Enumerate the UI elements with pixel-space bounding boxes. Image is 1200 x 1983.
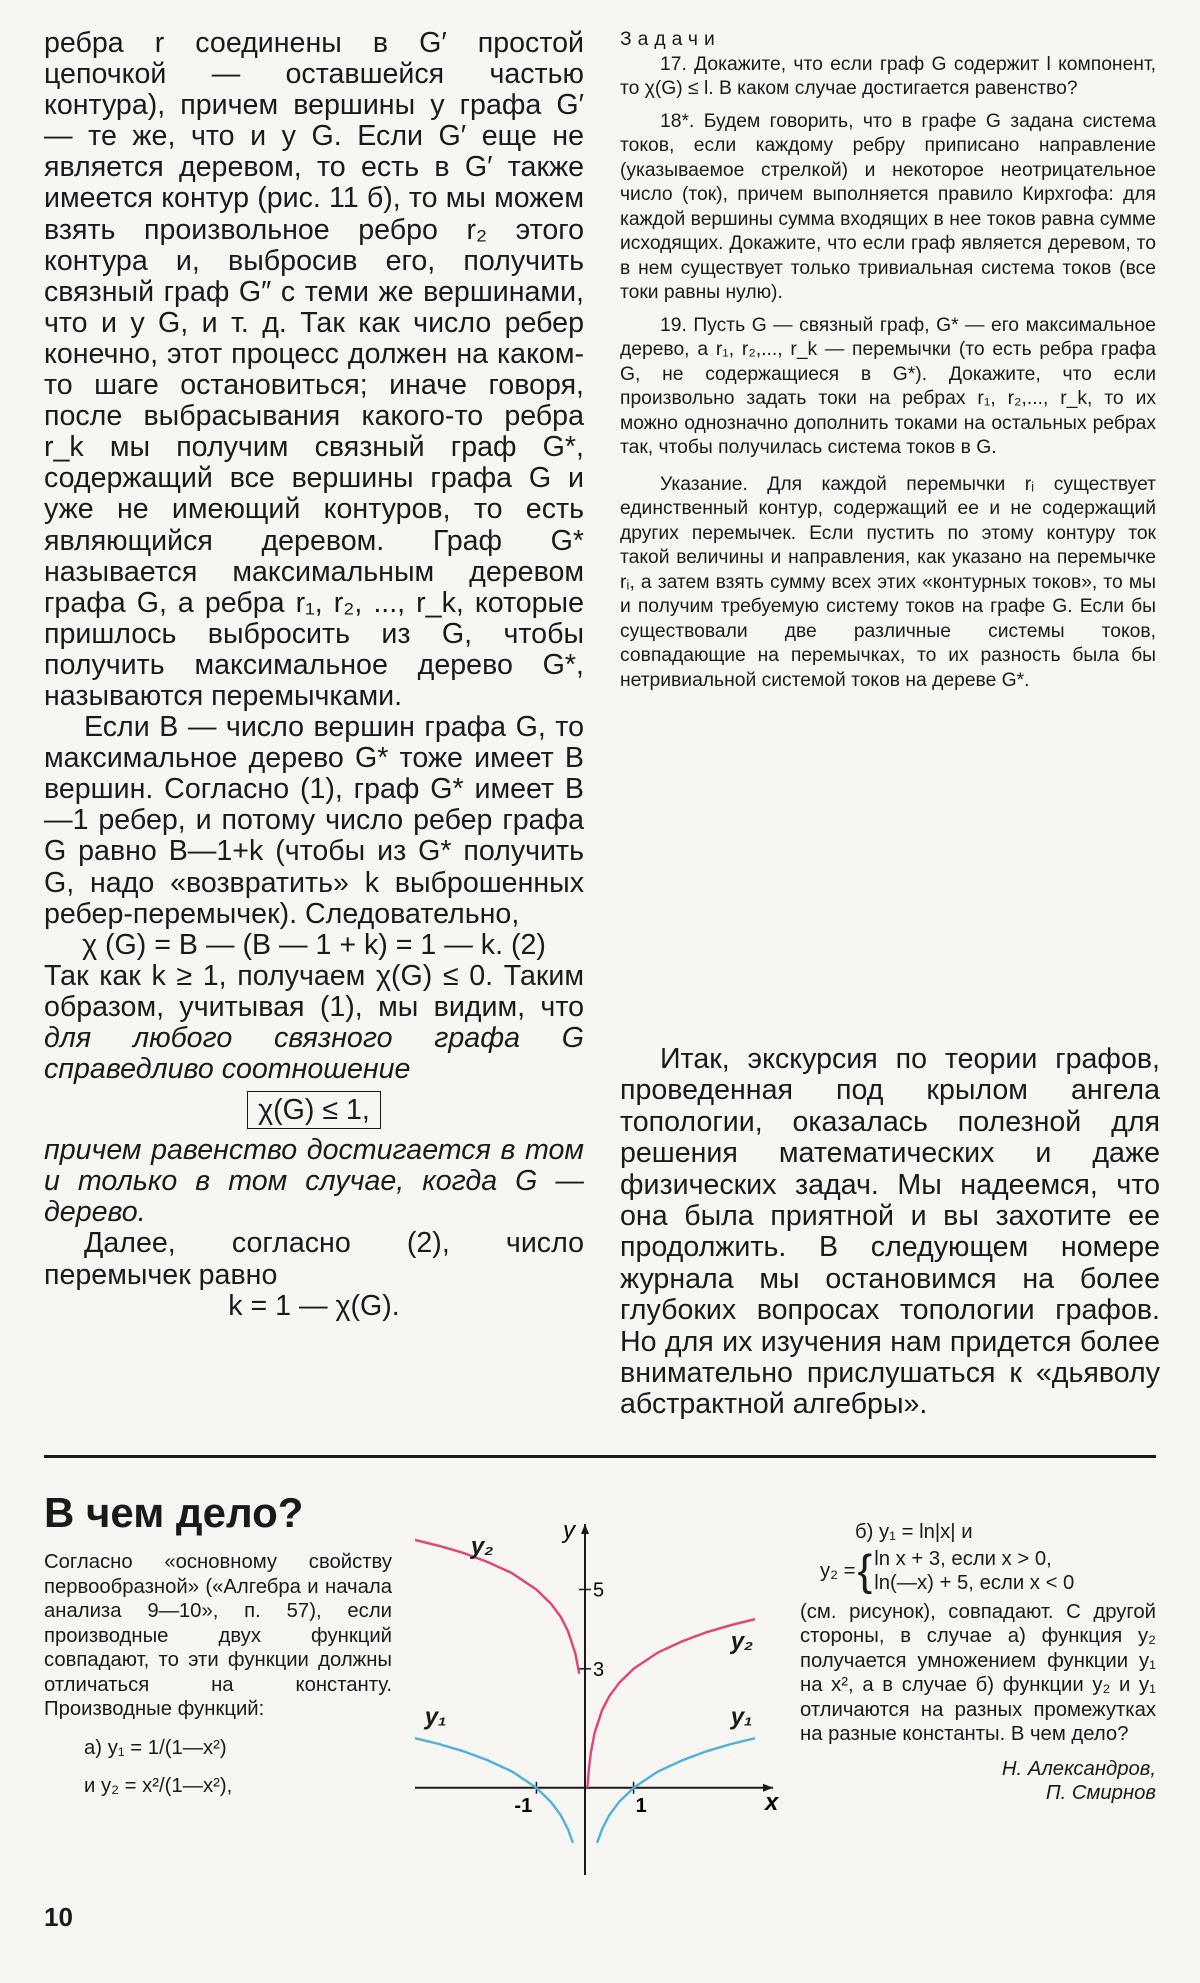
- equation-k: k = 1 — χ(G).: [228, 1289, 400, 1322]
- formula-a: [44, 1736, 392, 1761]
- x-axis-label: x: [765, 1788, 779, 1816]
- y-axis-arrow: [581, 1524, 589, 1534]
- x-tick-label: -1: [514, 1794, 533, 1817]
- formula-a-prefix: а): [84, 1736, 103, 1759]
- series-line-y2-left: [415, 1540, 579, 1674]
- outro-paragraph: [620, 1044, 1160, 1421]
- function-graph: [405, 1510, 785, 1895]
- y-tick-label: 5: [593, 1579, 605, 1602]
- problems-heading: Задачи: [620, 29, 721, 50]
- formula-b-piecewise: [820, 1547, 1156, 1596]
- problem-19: 19. Пусть G — связный граф, G* — его максимальное дерево, а r₁, r₂,..., r_k — перемычки (то есть ребра графа G, не содержащиеся в G*). Докажите, что если произвольно задать токи на ребрах r₁, r₂,..., r_k, то их можно однозначно дополнить токами на остальных ребрах так, чтобы получилась система токов в G.: [620, 314, 1156, 458]
- case-negative: ln(—x) + 5, если x < 0: [874, 1572, 1075, 1594]
- paragraph-bridges: Далее, согласно (2), число перемычек равно: [44, 1227, 584, 1291]
- puzzle-conclusion: (см. рисунок), совпадают. С другой стороны, в случае а) функция y₂ получается умножением функции y₁ на x², а в случае б) функции y₂ и y₁ отличаются на разных промежутках на разные константы. В чем дело?: [800, 1600, 1156, 1745]
- formula-a2-y2: y₂ = x²/(1—x²),: [100, 1775, 233, 1797]
- equation-2: χ (G) = B — (B — 1 + k) = 1 — k. (2): [82, 928, 546, 961]
- problems-column: [620, 28, 1156, 693]
- paragraph-max-tree: ребра r соединены в G′ простой цепочкой — оставшейся частью контура), причем вершины у графа G′ — те же, что и у G. Если G′ еще не является деревом, то есть в G′ также имеется контур (рис. 11 б), то мы можем взять произвольное ребро r₂ этого контура и, выбросив его, получить связный граф G″ с теми же вершинами, что и у G, и т. д. Так как число ребер конечно, этот процесс должен на каком-то шаге остановиться; иначе говоря, после выбрасывания какого-то ребра r_k мы получим связный граф G*, содержащий все вершины графа G и уже не имеющий контуров, то есть являющийся деревом. Граф G* называется максимальным деревом графа G, а ребра r₁, r₂, ..., r_k, которые пришлось выбросить из G, чтобы получить максимальное дерево G*, называются перемычками.: [44, 27, 584, 712]
- series-line-y1-right: [597, 1738, 755, 1843]
- piecewise-cases: [874, 1547, 1074, 1596]
- left-column: [44, 28, 584, 1322]
- series-label-y1-left: y₁: [424, 1703, 447, 1731]
- problem-18: 18*. Будем говорить, что в графе G задана система токов, если каждому ребру приписано направление (указываемое стрелкой) и некоторое неотрицательное число (ток), причем выполняется правило Кирхгофа: для каждой вершины сумма входящих в нее токов равна сумме исходящих. Докажите, что если граф является деревом, то в нем существует только тривиальная система токов (все токи равны нулю).: [620, 110, 1156, 303]
- outro-text: Итак, экскурсия по теории графов, проведенная под крылом ангела топологии, оказалась полезной для решения математических и даже физических задач. Мы надеемся, что она была приятной и вы захотите ее продолжить. В следующем номере журнала мы остановимся на более глубоких вопросах топологии графов. Но для их изучения нам придется более внимательно прислушаться к «дьяволу абстрактной алгебры».: [620, 1043, 1160, 1421]
- author-2: П. Смирнов: [1045, 1782, 1156, 1804]
- problem-hint: Указание. Для каждой перемычки rᵢ существует единственный контур, содержащий ее и не содержащий других перемычек. Если пустить по этому контуру ток такой величины и направления, как указано на перемычке rᵢ, а затем взять сумму всех этих «контурных токов», то мы и получим требуемую систему токов на графе G. Если бы существовали две различные системы токов, совпадающие на перемычках, то их разность была бы нетривиальной системой токов на дереве G*.: [620, 473, 1156, 691]
- boxed-formula-row: [44, 1091, 584, 1129]
- formula-b: б) y₁ = ln|x| и: [855, 1521, 973, 1543]
- case-positive: ln x + 3, если x > 0,: [874, 1547, 1052, 1570]
- boxed-formula: χ(G) ≤ 1,: [247, 1091, 381, 1129]
- paragraph-inequality: [44, 961, 584, 1085]
- section-divider: [44, 1455, 1156, 1458]
- puzzle-right-text: [800, 1520, 1156, 1806]
- formula-b-y2: y₂ =: [820, 1559, 856, 1582]
- puzzle-title: В чем дело?: [44, 1489, 304, 1536]
- page-number: 10: [44, 1902, 73, 1932]
- inequality-italic: для любого связного графа G справедливо соотношение: [44, 1022, 584, 1086]
- y-tick-label: 3: [593, 1658, 605, 1681]
- series-label-y2-right: y₂: [730, 1627, 754, 1655]
- formula-a2: [44, 1774, 392, 1799]
- series-line-y1-left: [415, 1738, 573, 1843]
- equality-italic: причем равенство достигается в том и только в том случае, когда G — дерево.: [44, 1134, 584, 1229]
- puzzle-left-text: [44, 1550, 392, 1799]
- formula-a-y1: y₁ = 1/(1—x²): [107, 1736, 227, 1759]
- paragraph-vertices: Если B — число вершин графа G, то максимальное дерево G* тоже имеет B вершин. Согласно (1), граф G* имеет B—1 ребер, и потому число ребер графа G равно B—1+k (чтобы из G* получить G, надо «возвратить» k выброшенных ребер-перемычек). Следовательно,: [44, 711, 584, 930]
- paragraph-equality: [44, 1135, 584, 1228]
- series-label-y2-left: y₂: [470, 1532, 494, 1560]
- formula-a2-prefix: и: [84, 1775, 96, 1797]
- x-tick-label: 1: [635, 1794, 647, 1817]
- puzzle-intro: Согласно «основному свойству первообразной» («Алгебра и начала анализа 9—10», п. 57), если производные двух функций совпадают, то эти функции должны отличаться на константу. Производные функций:: [44, 1551, 392, 1720]
- problem-17: 17. Докажите, что если граф G содержит l компонент, то χ(G) ≤ l. В каком случае достигается равенство?: [620, 53, 1156, 99]
- brace: {: [857, 1546, 873, 1595]
- author-1: Н. Александров,: [1001, 1757, 1156, 1780]
- inequality-text: Так как k ≥ 1, получаем χ(G) ≤ 0. Таким образом, учитывая (1), мы видим, что: [44, 959, 584, 1023]
- y-axis-label: y: [563, 1517, 575, 1544]
- series-label-y1-right: y₁: [730, 1703, 753, 1731]
